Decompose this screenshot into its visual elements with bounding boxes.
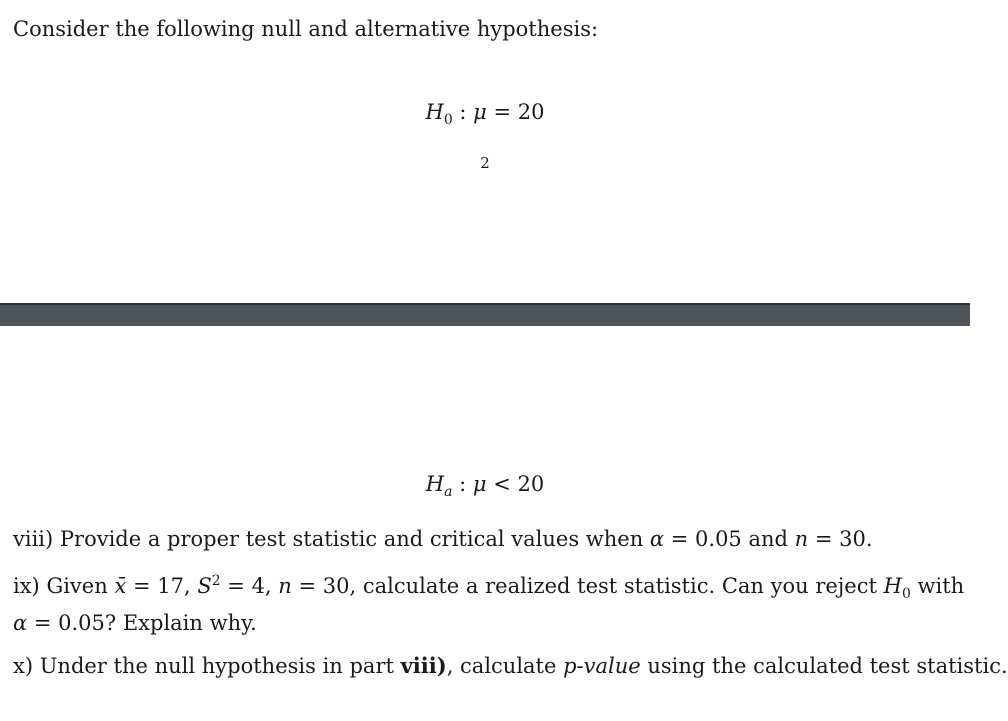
null-hypothesis bbox=[0, 99, 970, 133]
question-text: Given bbox=[39, 574, 115, 598]
s-symbol: S bbox=[197, 574, 212, 598]
question-ix-line2 bbox=[13, 610, 257, 636]
alpha-symbol: α bbox=[13, 611, 28, 635]
h-subscript: 0 bbox=[901, 586, 911, 603]
page-separator bbox=[0, 303, 970, 326]
question-text: = 30, calculate a realized test statistic. Can you reject bbox=[291, 574, 884, 598]
question-text: = 0.05? Explain why. bbox=[27, 611, 257, 635]
p-value-term: p-value bbox=[563, 654, 641, 678]
mu-symbol: μ bbox=[472, 472, 487, 496]
relation: < 20 bbox=[486, 472, 545, 496]
h-symbol: H bbox=[425, 100, 444, 124]
h-symbol: H bbox=[425, 472, 445, 496]
h-subscript: 0 bbox=[443, 112, 453, 129]
colon: : bbox=[452, 100, 474, 124]
part-reference: viii) bbox=[400, 653, 447, 678]
question-text: = 4, bbox=[220, 574, 279, 598]
question-ix-line1 bbox=[13, 568, 964, 607]
question-text: = 30. bbox=[808, 527, 873, 551]
question-label: viii) bbox=[13, 527, 54, 551]
page-number: 2 bbox=[480, 154, 490, 172]
question-text: Under the null hypothesis in part bbox=[33, 654, 401, 678]
relation: = 20 bbox=[486, 100, 545, 124]
n-symbol: n bbox=[794, 527, 809, 551]
question-label: ix) bbox=[13, 574, 40, 598]
mu-symbol: μ bbox=[473, 100, 487, 124]
question-x bbox=[13, 653, 1008, 679]
question-text: with bbox=[910, 574, 965, 598]
question-text: = 0.05 and bbox=[664, 527, 795, 551]
question-text: using the calculated test statistic. bbox=[640, 654, 1008, 678]
h-subscript: a bbox=[444, 484, 453, 501]
square-exponent: 2 bbox=[211, 573, 221, 589]
question-text: = 17, bbox=[126, 574, 198, 598]
intro-text: Consider the following null and alternative hypothesis: bbox=[13, 17, 599, 41]
question-label: x) bbox=[13, 654, 34, 678]
question-text: Provide a proper test statistic and critical values when bbox=[53, 527, 650, 551]
alternative-hypothesis bbox=[0, 471, 970, 505]
xbar-symbol: x̄ bbox=[114, 574, 127, 598]
question-text: , calculate bbox=[446, 654, 564, 678]
alpha-symbol: α bbox=[649, 527, 665, 551]
n-symbol: n bbox=[278, 574, 292, 598]
h-symbol: H bbox=[883, 574, 902, 598]
colon: : bbox=[452, 472, 473, 496]
question-viii bbox=[13, 526, 873, 552]
